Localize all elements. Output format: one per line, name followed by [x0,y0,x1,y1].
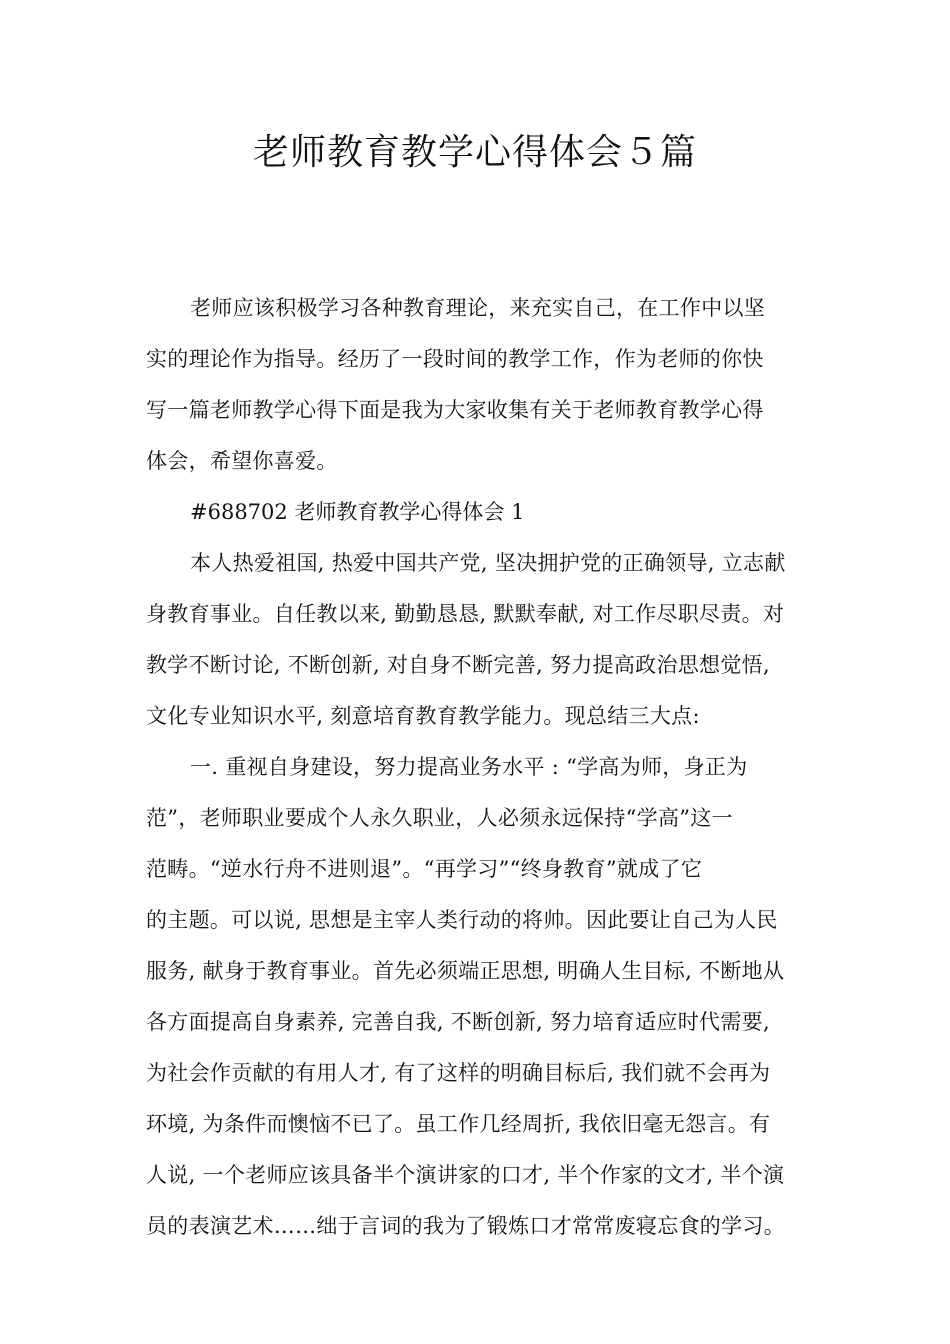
text-line: 各方面提高自身素养, 完善自我, 不断创新, 努力培育适应时代需要, [146,1010,770,1034]
text-line: 范”，老师职业要成个人永久职业，人必须永远保持“学高”这一 [146,806,733,830]
body-paragraph [146,742,810,1252]
text-line: 老师应该积极学习各种教育理论，来充实自己，在工作中以坚 [190,296,766,320]
text-line: 教学不断讨论, 不断创新, 对自身不断完善, 努力提高政治思想觉悟, [146,653,770,677]
text-line: 服务, 献身于教育事业。首先必须端正思想, 明确人生目标, 不断地从 [146,959,785,983]
text-line: 的主题。可以说, 思想是主宰人类行动的将帅。因此要让自己为人民 [146,908,778,932]
text-line: 体会，希望你喜爱。 [146,449,338,473]
document-title: 老师教育教学心得体会５篇 [252,132,697,173]
body-paragraph [146,538,810,742]
text-line: 员的表演艺术……绌于言词的我为了锻炼口才常常废寝忘食的学习。 [146,1214,785,1238]
text-line: 写一篇老师教学心得下面是我为大家收集有关于老师教育教学心得 [146,398,764,422]
text-line: 一. 重视自身建设，努力提高业务水平 : “学高为师，身正为 [190,755,748,779]
section-heading [146,487,810,538]
text-line: 实的理论作为指导。经历了一段时间的教学工作，作为老师的你快 [146,347,764,371]
text-line: 为社会作贡献的有用人才, 有了这样的明确目标后, 我们就不会再为 [146,1061,771,1085]
text-line: 身教育事业。自任教以来, 勤勤恳恳, 默默奉献, 对工作尽职尽责。对 [146,602,785,626]
text-line: 环境, 为条件而懊恼不已了。虽工作几经周折, 我依旧毫无怨言。有 [146,1112,771,1136]
text-line: 范畴。“逆水行舟不进则退”。“再学习”“终身教育”就成了它 [146,857,703,881]
document-body [146,283,810,1252]
intro-paragraph [146,283,810,487]
text-line: 本人热爱祖国, 热爱中国共产党, 坚决拥护党的正确领导, 立志献 [190,551,786,575]
text-line: 人说, 一个老师应该具备半个演讲家的口才, 半个作家的文才, 半个演 [146,1163,785,1187]
text-line: 文化专业知识水平, 刻意培育教育教学能力。现总结三大点: [146,704,700,728]
text-line: #688702 老师教育教学心得体会 1 [190,500,525,524]
